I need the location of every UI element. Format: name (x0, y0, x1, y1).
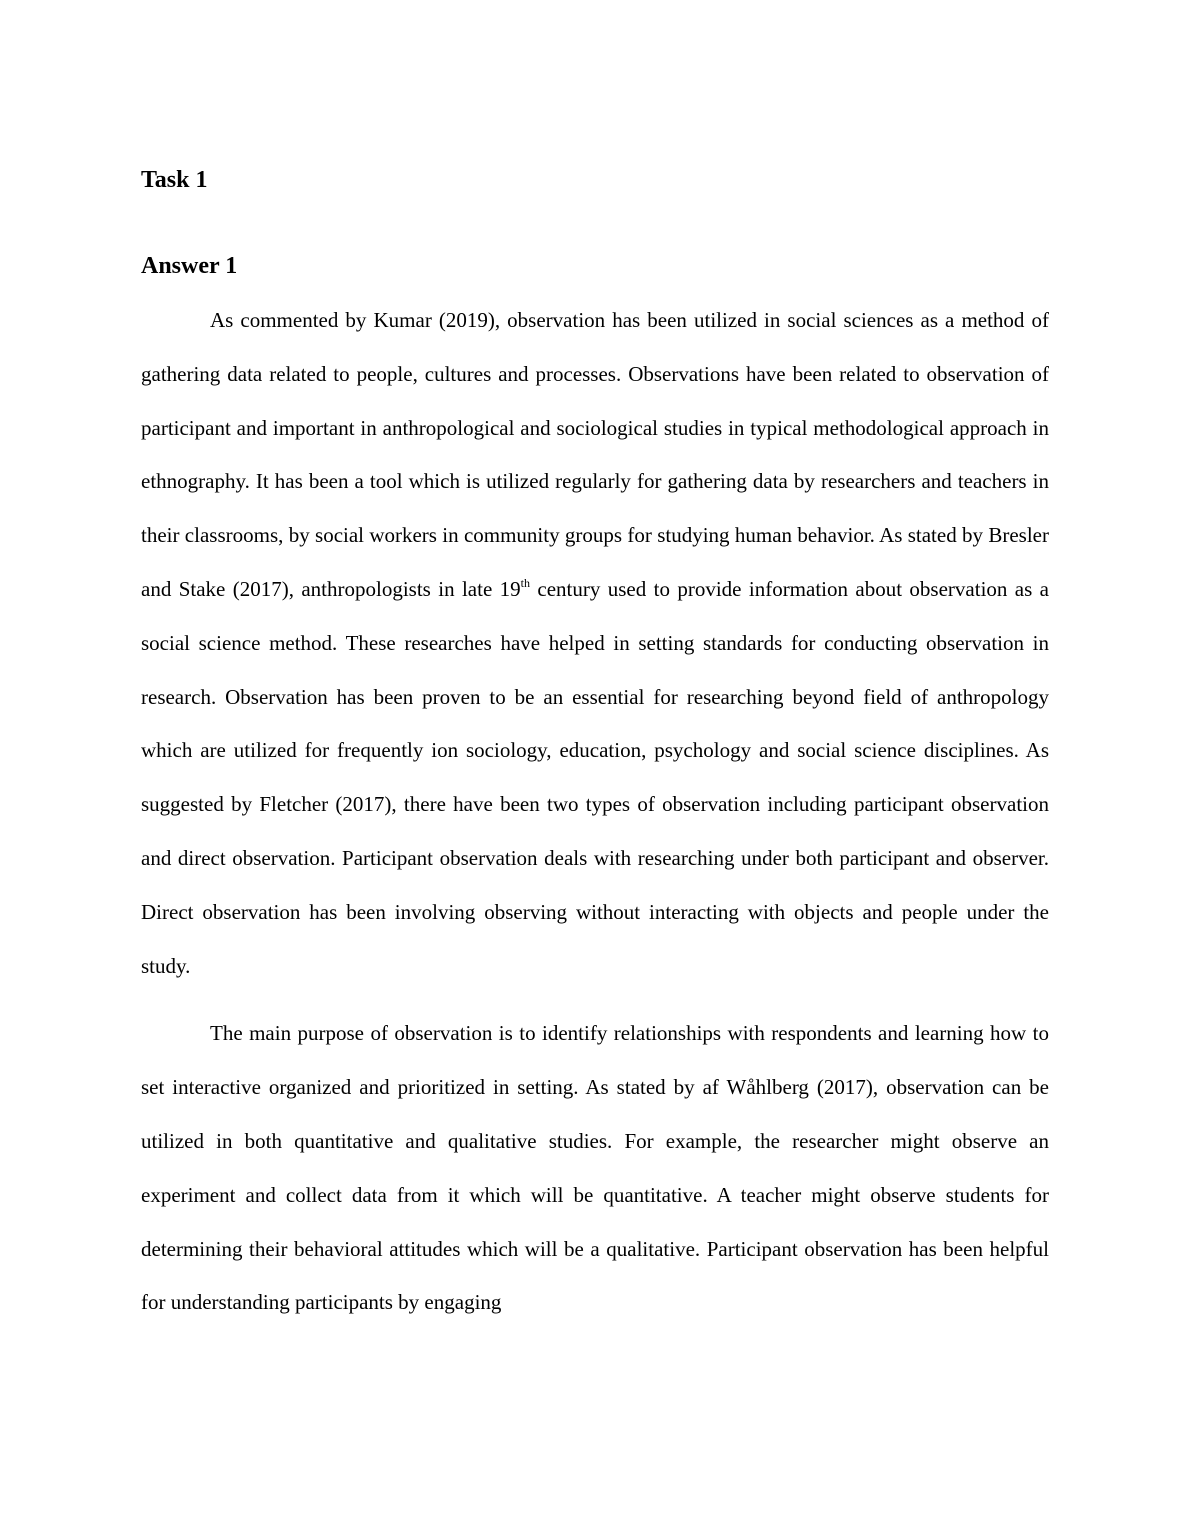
paragraph-1-text-start: As commented by Kumar (2019), observation has been utilized in social sciences as a method of gathering data related to people, cultures and processes. Observations have been related to observation of participant and important in anthropological and sociological studies in typical methodological approach in ethnography. It has been a tool which is utilized regularly for gathering data by researchers and teachers in their classrooms, by social workers in community groups for studying human behavior. As stated by Bresler and Stake (2017), anthropologists in late 19 (141, 308, 1049, 601)
paragraph-1-text-end: century used to provide information about observation as a social science method. These researches have helped in setting standards for conducting observation in research. Observation has been proven to be an essential for researching beyond field of anthropology which are utilized for frequently ion sociology, education, psychology and social science disciplines. As suggested by Fletcher (2017), there have been two types of observation including participant observation and direct observation. Participant observation deals with researching under both participant and observer. Direct observation has been involving observing without interacting with objects and people under the study. (141, 576, 1049, 978)
answer-heading: Answer 1 (141, 253, 238, 279)
ordinal-superscript: th (520, 575, 530, 590)
body-paragraph-2: The main purpose of observation is to identify relationships with respondents and learning how to set interactive organized and prioritized in setting. As stated by af Wåhlberg (2017), observation can be utilized in both quantitative and qualitative studies. For example, the researcher might observe an experiment and collect data from it which will be quantitative. A teacher might observe students for determining their behavioral attitudes which will be a qualitative. Participant observation has been helpful for understanding participants by engaging (141, 1021, 1049, 1315)
body-paragraph-1 (141, 294, 1049, 993)
document-body (141, 158, 1049, 1330)
task-heading: Task 1 (141, 167, 208, 193)
